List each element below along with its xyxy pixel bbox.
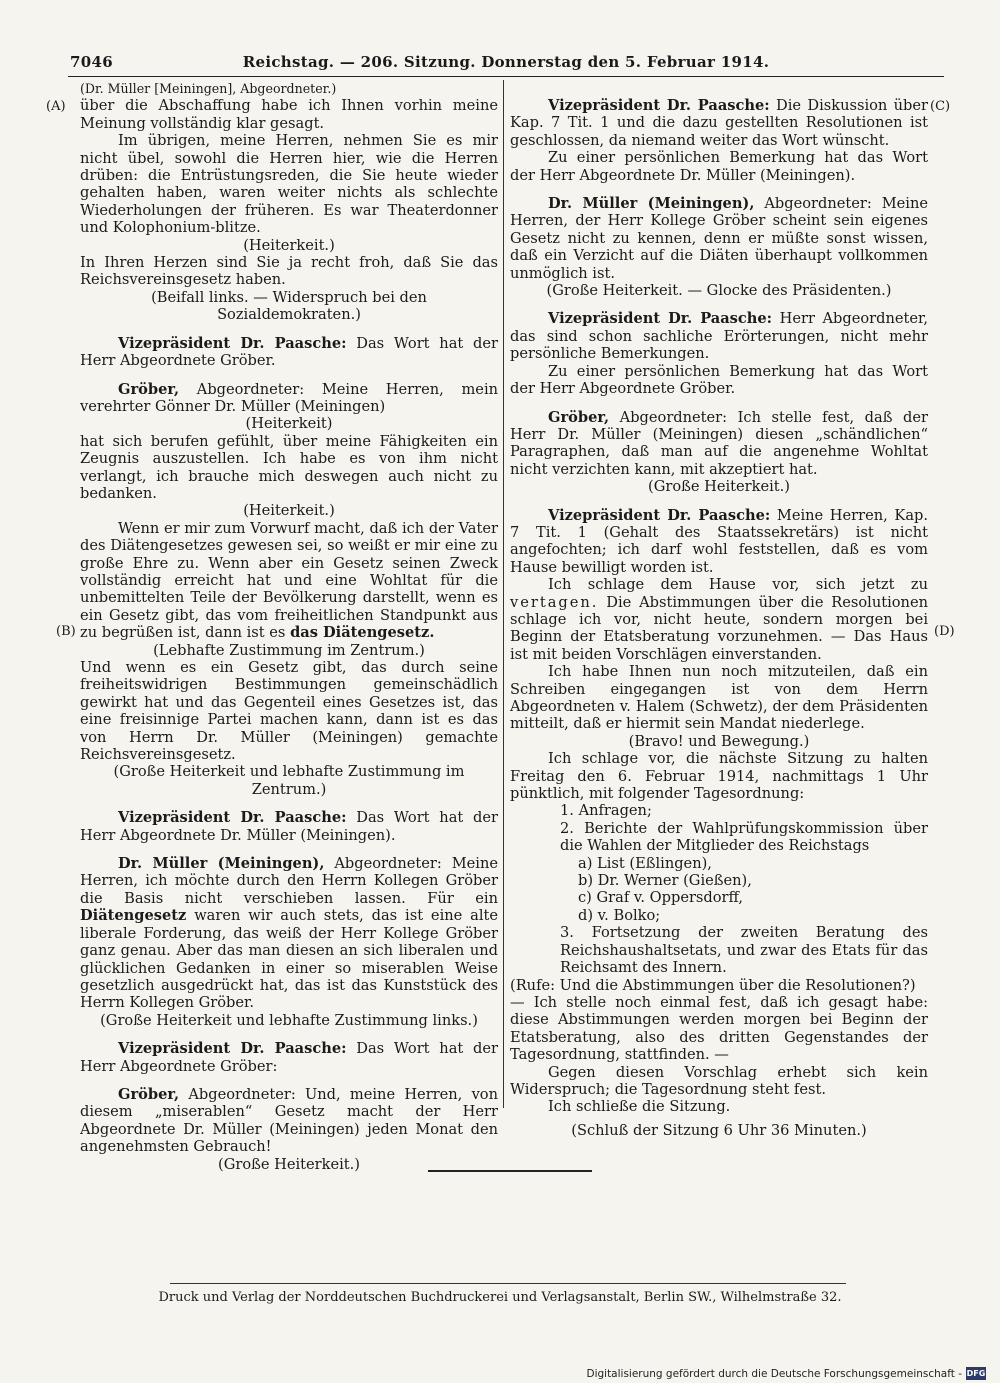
speech-text: Die Diskussion über Kap. 7 Tit. 1 und die dazu gestellten Resolutionen ist geschlossen, da niemand weiter das Wort wünscht.	[510, 97, 928, 149]
page-title: Reichstag. — 206. Sitzung. Donnerstag den 5. Februar 1914.	[242, 53, 770, 71]
speaker-name: Vizepräsident Dr. Paasche:	[118, 334, 347, 352]
speaker-name: Gröber,	[548, 408, 610, 426]
agenda-subitem: b) Dr. Werner (Gießen),	[578, 872, 752, 890]
agenda-subitem: c) Graf v. Oppersdorff,	[578, 889, 744, 907]
speech	[510, 507, 928, 577]
session-end: (Schluß der Sitzung 6 Uhr 36 Minuten.)	[571, 1121, 867, 1139]
reaction: (Beifall links. — Widerspruch bei den Sozialdemokraten.)	[151, 288, 427, 324]
paragraph: über die Abschaffung habe ich Ihnen vorhin meine Meinung vollständig klar gesagt.	[80, 97, 498, 132]
agenda-item: 3. Fortsetzung der zweiten Beratung des Reichshaushaltsetats, und zwar des Etats für das Reichsamt des Innern.	[560, 924, 928, 977]
speech	[510, 97, 928, 149]
reaction: (Rufe: Und die Abstimmungen über die Resolutionen?)	[510, 976, 916, 994]
reaction: (Bravo! und Bewegung.)	[628, 732, 810, 750]
speaker-name: Vizepräsident Dr. Paasche:	[548, 97, 770, 114]
speech	[80, 381, 498, 416]
agenda-item: 2. Berichte der Wahlprüfungskommission über die Wahlen der Mitglieder des Reichstags	[560, 819, 928, 855]
reaction: (Große Heiterkeit.)	[648, 478, 790, 496]
page-header	[70, 53, 942, 75]
running-head: (Dr. Müller [Meiningen], Abgeordneter.)	[80, 81, 337, 96]
margin-mark-c: (C)	[930, 99, 951, 114]
speech-text: Abgeordneter: Meine Herren, mein verehrter Gönner Dr. Müller (Meiningen)	[80, 380, 499, 415]
agenda-subitem: d) v. Bolko;	[578, 906, 661, 924]
paragraph-text: Ich schlage dem Hause vor, sich jetzt zu	[548, 576, 928, 594]
paragraph: Ich schlage vor, die nächste Sitzung zu halten Freitag den 6. Februar 1914, nachmittags 1 Uhr pünktlich, mit folgender Tagesordnung:	[510, 750, 928, 803]
paragraph: Ich habe Ihnen nun noch mitzuteilen, daß ein Schreiben eingegangen ist von dem Herrn Abgeordneten v. Halem (Schwetz), der dem Präsidenten mitteilt, daß er hiermit sein Mandat niederlege.	[510, 663, 928, 733]
paragraph: Zu einer persönlichen Bemerkung hat das Wort der Herr Abgeordnete Gröber.	[510, 362, 928, 398]
spaced-text: vertagen.	[510, 593, 599, 611]
speech	[80, 809, 498, 844]
speech-text: Abgeordneter: Meine Herren, der Herr Kollege Gröber scheint sein eigenes Gesetz nicht zu kennen, denn er müßte sonst wissen, daß ein Verzicht auf die Diäten überhaupt vollkommen unmöglich ist.	[510, 195, 928, 282]
paragraph: Zu einer persönlichen Bemerkung hat das Wort der Herr Abgeordnete Dr. Müller (Meiningen).	[510, 149, 928, 184]
agenda-subitem: a) List (Eßlingen),	[578, 854, 712, 872]
page-number: 7046	[70, 53, 113, 71]
speech-text: waren wir auch stets, das ist eine alte liberale Forderung, das weiß der Herr Kollege Gröber ganz genau. Aber das man diesen an sich liberalen und glücklichen Gedanken in einer so miserablen Weise gesetzlich ausgedrückt hat, das ist das Kunststück des Herrn Kollegen Gröber.	[80, 907, 499, 1012]
speech-text: Abgeordneter: Ich stelle fest, daß der Herr Dr. Müller (Meiningen) diesen „schändlichen“ Paragraphen, daß man auf die angenehme Wohltat nicht verzichten kann, mit akzeptiert hat.	[510, 408, 928, 478]
margin-mark-d: (D)	[934, 624, 955, 639]
speech	[80, 855, 498, 1012]
reaction: (Heiterkeit.)	[243, 236, 335, 254]
reaction: (Lebhafte Zustimmung im Zentrum.)	[153, 641, 425, 659]
speaker-name: Gröber,	[118, 380, 180, 398]
paragraph-text: Die Abstimmungen über die Resolutionen schlage ich vor, nicht heute, sondern morgen bei Beginn der Etatsberatung vorzunehmen. — Das Haus ist mit beiden Vorschlägen einverstanden.	[510, 593, 928, 663]
speech-text: Das Wort hat der Herr Abgeordnete Gröber.	[80, 334, 498, 370]
paragraph: Und wenn es ein Gesetz gibt, das durch seine freiheitswidrigen Bestimmungen gemeinschädlich gewirkt hat und das Gegenteil eines Gesetzes ist, das eine freisinnige Partei machen kann, dann ist es das von Herrn Dr. Müller (Meiningen) gemachte Reichsvereinsgesetz.	[80, 659, 498, 764]
speech	[80, 1086, 498, 1156]
dfg-logo-icon: DFG	[966, 1369, 986, 1378]
agenda-item: 1. Anfragen;	[560, 802, 652, 820]
speaker-name: Gröber,	[118, 1085, 180, 1103]
imprint: Druck und Verlag der Norddeutschen Buchdruckerei und Verlagsanstalt, Berlin SW., Wilhelmstraße 32.	[158, 1290, 842, 1305]
paragraph-text: Wenn er mir zum Vorwurf macht, daß ich der Vater des Diätengesetzes gewesen sei, so weißt er mir eine zu große Ehre zu. Wenn aber ein Gesetz seinen Zweck vollständig erreicht hat und eine Wohltat für die unbemittelten Teile der Bevölkerung darstellt, wenn es ein Gesetz gibt, das vom freiheitlichen Standpunkt aus zu begrüßen ist, dann ist es	[80, 519, 498, 642]
speech	[80, 335, 498, 370]
reaction: (Große Heiterkeit und lebhafte Zustimmung im Zentrum.)	[113, 763, 465, 798]
dfg-notice	[586, 1367, 986, 1380]
speaker-name: Dr. Müller (Meiningen),	[548, 195, 755, 213]
emphasis-text: das Diätengesetz.	[290, 624, 435, 642]
speech-text: Herr Abgeordneter, das sind schon sachliche Erörterungen, nicht mehr persönliche Bemerkungen.	[510, 310, 928, 363]
paragraph	[80, 520, 498, 642]
speech-text: Das Wort hat der Herr Abgeordnete Dr. Müller (Meiningen).	[80, 809, 498, 844]
paragraph: Gegen diesen Vorschlag erhebt sich kein Widerspruch; die Tagesordnung steht fest.	[510, 1063, 928, 1098]
paragraph: Ich schließe die Sitzung.	[548, 1098, 731, 1116]
reaction: (Große Heiterkeit. — Glocke des Präsidenten.)	[546, 282, 892, 300]
footer-rule	[170, 1283, 846, 1284]
paragraph: In Ihren Herzen sind Sie ja recht froh, daß Sie das Reichsvereinsgesetz haben.	[80, 254, 498, 289]
speech	[510, 409, 928, 479]
dfg-notice-text: Digitalisierung gefördert durch die Deutsche Forschungsgemeinschaft -	[586, 1367, 962, 1380]
speech-text: Abgeordneter: Meine Herren, ich möchte durch den Herrn Kollegen Gröber die Basis nicht verschieben lassen. Für ein	[80, 855, 498, 907]
end-separator	[428, 1170, 592, 1172]
paragraph: hat sich berufen gefühlt, über meine Fähigkeiten ein Zeugnis auszustellen. Ich habe es von ihm nicht verlangt, ich brauche mich deswegen auch nicht zu bedanken.	[80, 432, 498, 502]
right-column	[510, 80, 928, 1139]
speaker-name: Vizepräsident Dr. Paasche:	[548, 506, 771, 524]
paragraph: Im übrigen, meine Herren, nehmen Sie es mir nicht übel, sowohl die Herren hier, wie die Herren drüben: die Entrüstungsreden, die Sie heute wieder gehalten haben, waren weiter nichts als schlechte Wiederholungen der früheren. Es war Theaterdonner und Kolophonium-blitze.	[80, 132, 498, 237]
reaction: (Große Heiterkeit.)	[218, 1155, 360, 1173]
margin-mark-a: (A)	[46, 99, 66, 114]
paragraph	[510, 576, 928, 663]
speaker-name: Vizepräsident Dr. Paasche:	[118, 1040, 347, 1058]
margin-mark-b: (B)	[56, 624, 76, 639]
speaker-name: Dr. Müller (Meiningen),	[118, 855, 325, 873]
reaction: (Große Heiterkeit und lebhafte Zustimmung links.)	[100, 1011, 478, 1029]
speaker-name: Vizepräsident Dr. Paasche:	[118, 809, 347, 827]
speech-text: Meine Herren, Kap. 7 Tit. 1 (Gehalt des Staatssekretärs) ist nicht angefochten; ich darf wohl feststellen, daß es vom Hause bewilligt worden ist.	[510, 506, 929, 576]
paragraph: — Ich stelle noch einmal fest, daß ich gesagt habe: diese Abstimmungen werden morgen bei Beginn der Etatsberatung, also des dritten Gegenstandes der Tagesordnung, stattfinden. —	[510, 993, 928, 1064]
reaction: (Heiterkeit)	[245, 415, 333, 433]
header-rule	[68, 76, 944, 77]
reaction: (Heiterkeit.)	[243, 502, 335, 520]
speech-text: Das Wort hat der Herr Abgeordnete Gröber:	[80, 1040, 498, 1075]
speech	[510, 310, 928, 362]
speech	[80, 1040, 498, 1075]
speaker-name: Vizepräsident Dr. Paasche:	[548, 310, 773, 328]
column-divider	[503, 80, 504, 1108]
emphasis-text: Diätengesetz	[80, 907, 187, 925]
left-column	[80, 80, 498, 1173]
speech	[510, 195, 928, 282]
speech-text: Abgeordneter: Und, meine Herren, von diesem „miserablen“ Gesetz macht der Herr Abgeordnete Dr. Müller (Meiningen) jeden Monat den angenehmsten Gebrauch!	[80, 1085, 498, 1156]
